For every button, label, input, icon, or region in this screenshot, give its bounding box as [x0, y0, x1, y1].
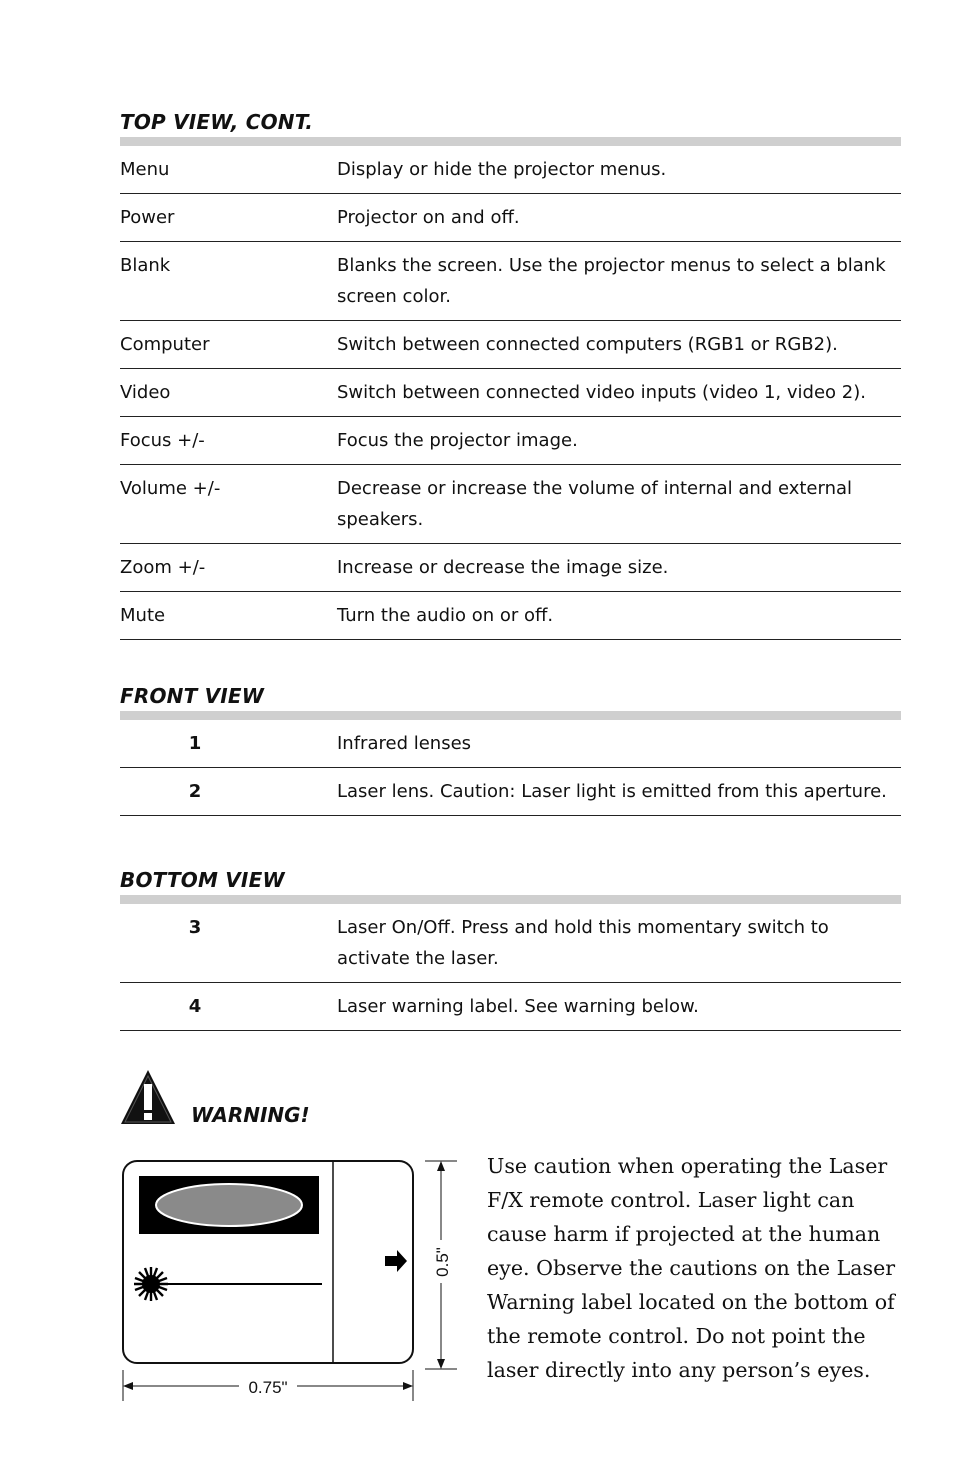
table-row	[120, 417, 901, 465]
front-view-title: FRONT VIEW	[120, 684, 265, 708]
term-cell: Volume +/-	[120, 478, 221, 499]
table-row	[120, 592, 901, 640]
description-cell: Switch between connected video inputs (video 1, video 2).	[337, 382, 866, 403]
callout-number: 3	[188, 917, 202, 938]
description-cell: Laser warning label. See warning below.	[337, 996, 699, 1017]
warning-text-line: the remote control. Do not point the	[487, 1324, 866, 1348]
term-cell: Zoom +/-	[120, 557, 206, 578]
warning-text-line: Warning label located on the bottom of	[487, 1290, 895, 1314]
term-cell: Computer	[120, 334, 210, 355]
description-cell: Decrease or increase the volume of internal and external speakers.	[337, 478, 853, 530]
top-view-table	[120, 146, 901, 640]
front-view-table	[120, 720, 901, 816]
description-cell: Projector on and off.	[337, 207, 520, 228]
term-cell: Focus +/-	[120, 430, 205, 451]
warning-text-line: laser directly into any person’s eyes.	[487, 1358, 871, 1382]
width-dimension-label: 0.75"	[248, 1378, 288, 1397]
top-view-title-bar	[120, 137, 901, 146]
term-cell: Blank	[120, 255, 171, 276]
laser-warning-label-diagram	[118, 1155, 468, 1405]
term-cell: Menu	[120, 159, 170, 180]
table-row	[120, 768, 901, 816]
warning-text-line: Use caution when operating the Laser	[487, 1154, 888, 1178]
callout-number: 4	[188, 996, 202, 1017]
warning-text-line: F/X remote control. Laser light can	[487, 1188, 855, 1212]
bottom-view-section	[120, 868, 901, 1031]
warning-text-line: eye. Observe the cautions on the Laser	[487, 1256, 896, 1280]
top-view-section	[120, 110, 901, 640]
table-row	[120, 242, 901, 321]
table-row	[120, 544, 901, 592]
height-dimension-label: 0.5"	[433, 1247, 452, 1277]
table-row	[120, 321, 901, 369]
warning-triangle-icon	[119, 1068, 177, 1126]
front-view-section	[120, 684, 901, 816]
table-row	[120, 983, 901, 1031]
bottom-view-title: BOTTOM VIEW	[120, 868, 285, 892]
front-view-title-bar	[120, 711, 901, 720]
description-cell: Blanks the screen. Use the projector menus to select a blank screen color.	[337, 255, 886, 307]
description-cell: Display or hide the projector menus.	[337, 159, 667, 180]
description-cell: Focus the projector image.	[337, 430, 578, 451]
warning-title: WARNING!	[191, 1103, 310, 1127]
table-row	[120, 369, 901, 417]
callout-number: 2	[188, 781, 202, 802]
description-cell: Infrared lenses	[337, 733, 472, 754]
term-cell: Video	[120, 382, 171, 403]
bottom-view-table	[120, 904, 901, 1031]
term-cell: Mute	[120, 605, 166, 626]
description-cell: Turn the audio on or off.	[337, 605, 554, 626]
callout-number: 1	[188, 733, 202, 754]
term-cell: Power	[120, 207, 175, 228]
table-row	[120, 146, 901, 194]
description-cell: Laser lens. Caution: Laser light is emitted from this aperture.	[337, 781, 887, 802]
description-cell: Switch between connected computers (RGB1 or RGB2).	[337, 334, 838, 355]
table-row	[120, 904, 901, 983]
table-row	[120, 465, 901, 544]
top-view-title: TOP VIEW, CONT.	[120, 110, 313, 134]
table-row	[120, 194, 901, 242]
warning-text-line: cause harm if projected at the human	[487, 1222, 881, 1246]
bottom-view-title-bar	[120, 895, 901, 904]
table-row	[120, 720, 901, 768]
description-cell: Laser On/Off. Press and hold this momentary switch to activate the laser.	[337, 917, 829, 969]
description-cell: Increase or decrease the image size.	[337, 557, 669, 578]
warning-text	[487, 1149, 917, 1387]
